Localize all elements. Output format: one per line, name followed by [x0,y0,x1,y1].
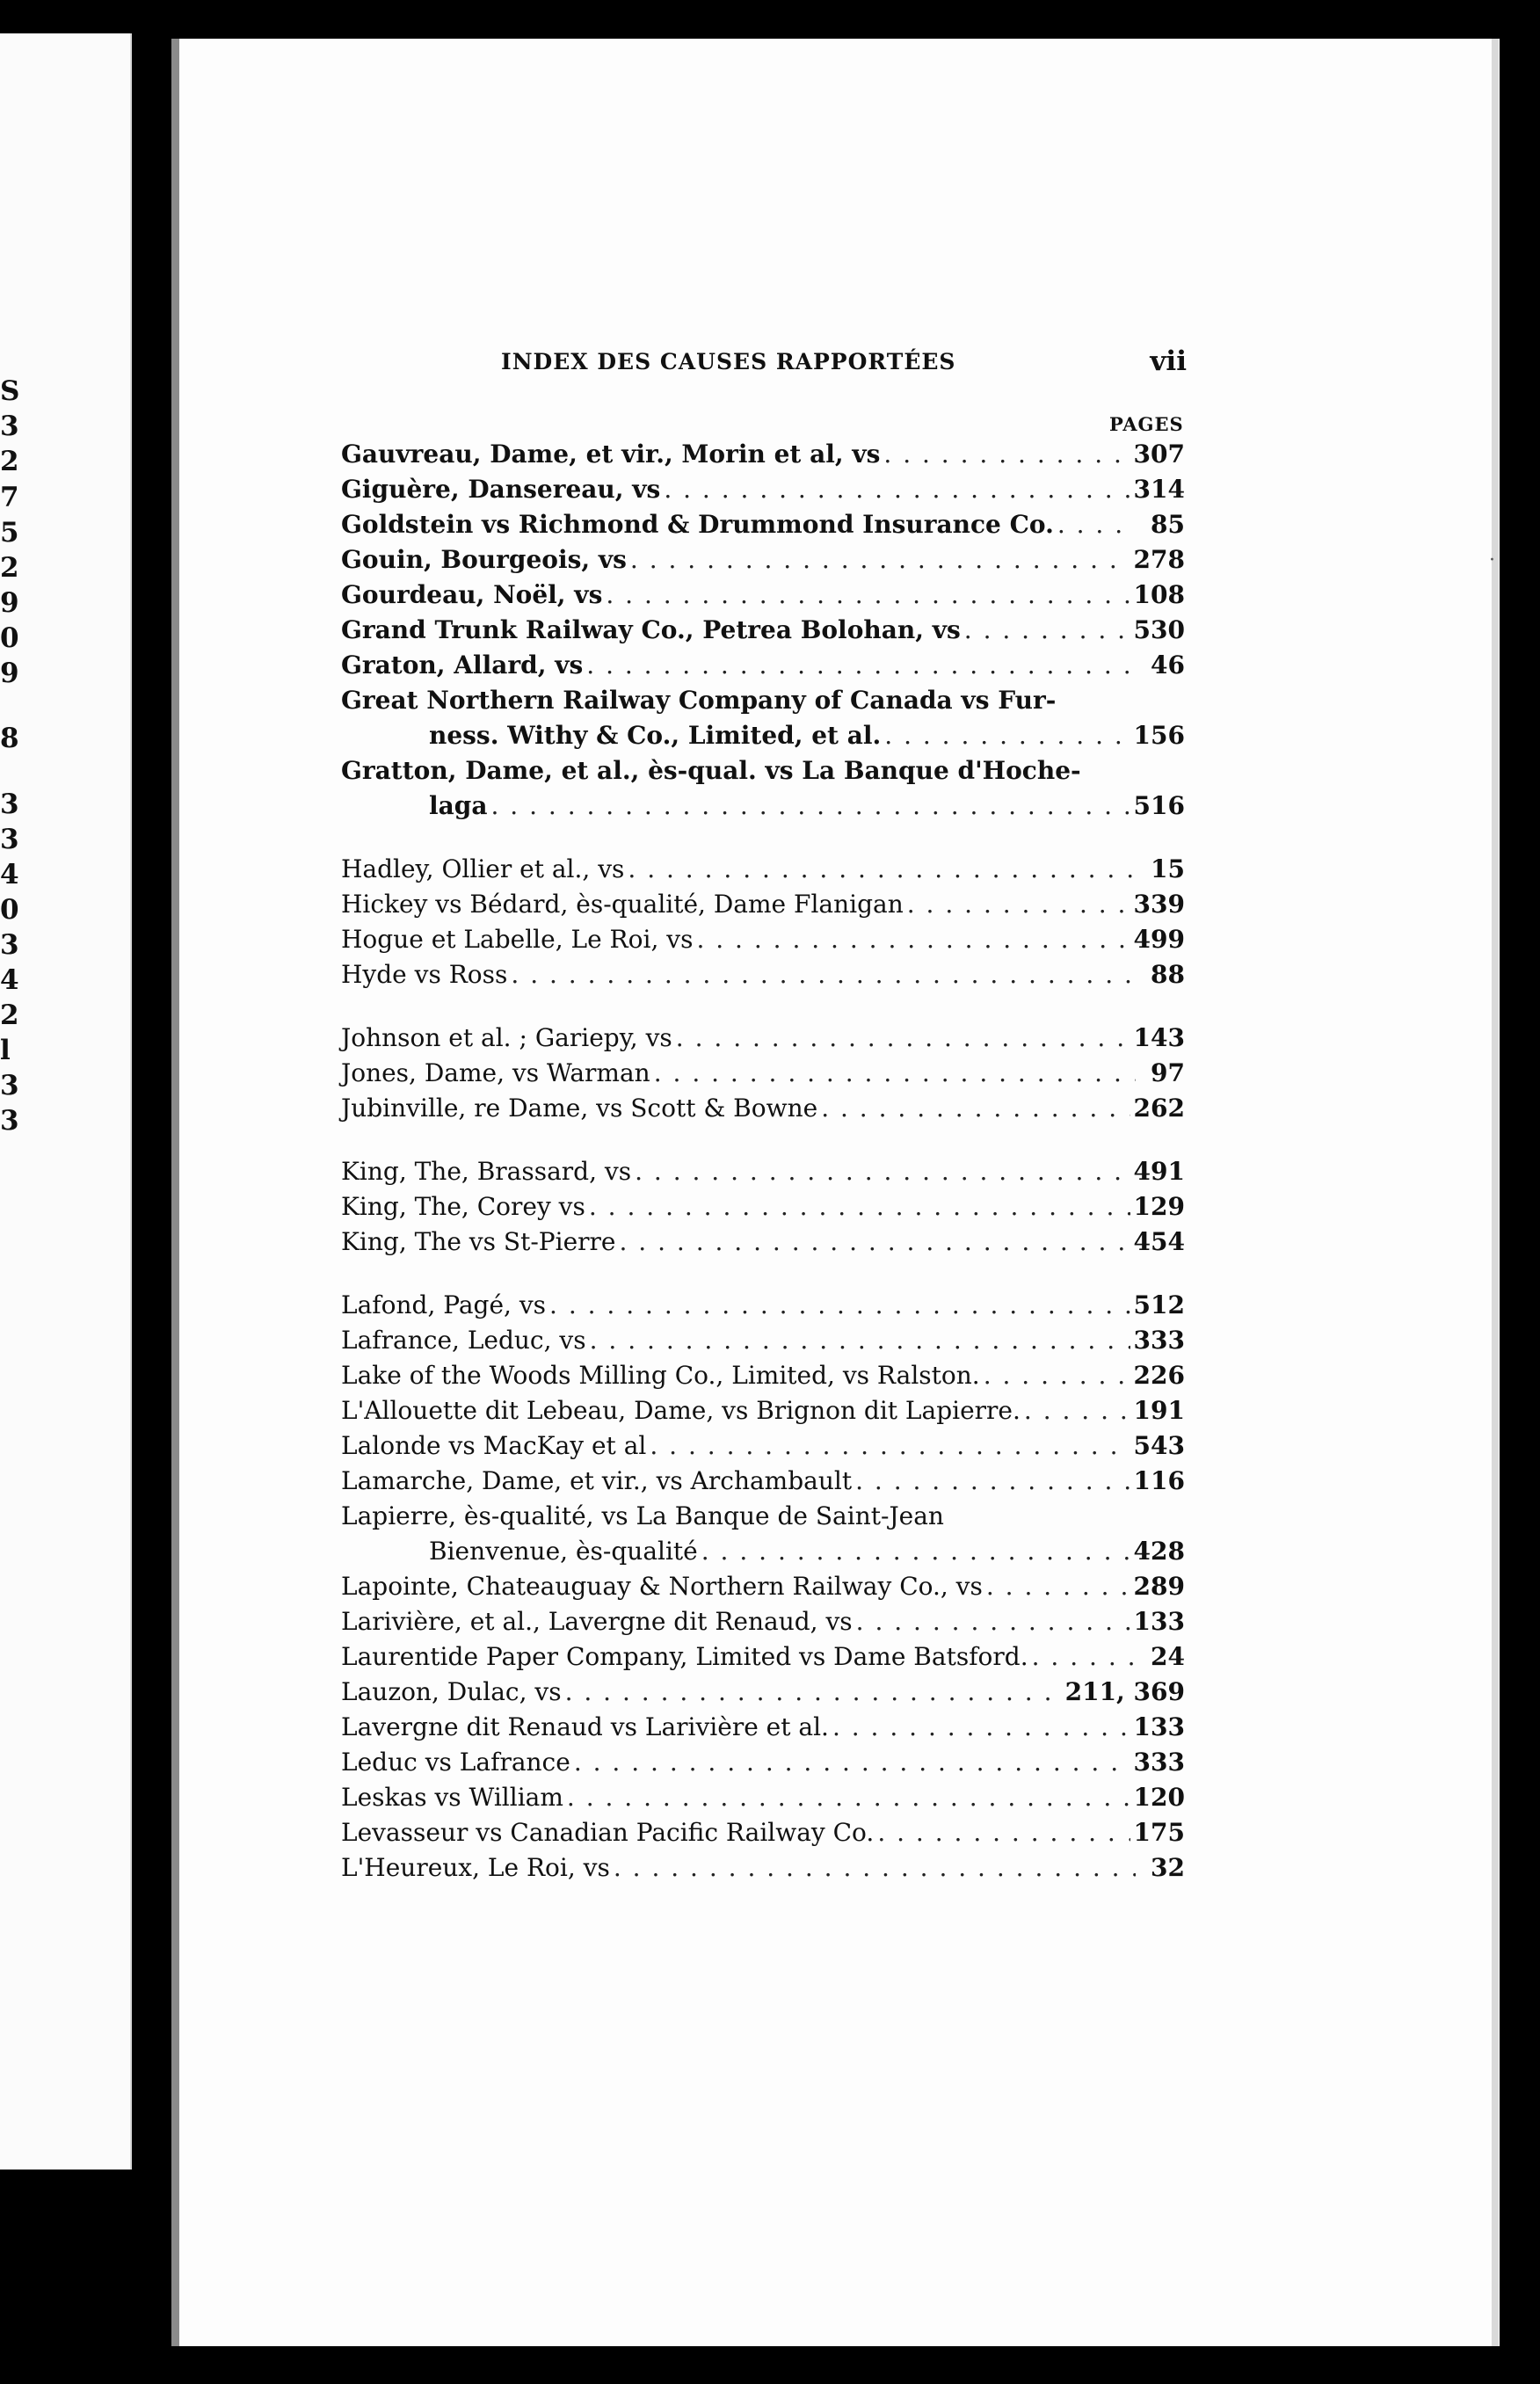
case-name: L'Heureux, Le Roi, vs [341,1853,610,1882]
case-name: Lauzon, Dulac, vs [341,1677,562,1706]
running-head-title: INDEX DES CAUSES RAPPORTÉES [501,349,956,374]
case-name: L'Allouette dit Lebeau, Dame, vs Brignon dit Lapierre. [341,1396,1021,1425]
index-entry [341,437,1185,472]
case-name: Jubinville, re Dame, vs Scott & Bowne [341,1094,818,1123]
leader-dots [964,613,1130,648]
leader-dots [549,1288,1130,1323]
case-name: King, The, Brassard, vs [341,1157,632,1186]
index-entry [341,1056,1185,1091]
previous-page-fragment: 8 [0,723,19,754]
leader-dots [986,1569,1130,1604]
page-reference: 46 [1151,651,1185,680]
previous-page-fragment: 2 [0,999,19,1031]
previous-page-fragment: S [0,375,20,407]
index-entry [341,1154,1185,1189]
leader-dots [586,648,1136,683]
leader-dots [884,718,1130,753]
index-entry [341,472,1185,507]
index-entry [341,922,1185,957]
leader-dots [1032,1639,1136,1675]
leader-dots [654,1056,1136,1091]
index-entry [341,852,1185,887]
previous-page-fragment: 3 [0,411,19,442]
page-reference: 428 [1133,1537,1185,1566]
index-entry [341,753,1185,789]
case-name: Lapierre, ès-qualité, vs La Banque de Saint-Jean [341,1501,944,1530]
page-reference: 314 [1133,475,1185,504]
leader-dots [590,1323,1130,1358]
index-entry [341,789,1185,824]
page-reference: 278 [1133,545,1185,574]
index-entry [341,683,1185,718]
index-entry [341,1675,1185,1710]
leader-dots [628,852,1136,887]
case-name: Hickey vs Bédard, ès-qualité, Dame Flanigan [341,890,904,919]
page-reference: 339 [1133,890,1185,919]
index-entry [341,1534,1185,1569]
index-entry [341,1021,1185,1056]
previous-page-fragment: 5 [0,517,19,549]
leader-dots [650,1428,1130,1464]
index-entry [341,648,1185,683]
case-name: Lalonde vs MacKay et al [341,1431,647,1460]
page-reference: 454 [1133,1227,1185,1256]
leader-dots [664,472,1130,507]
index-entry [341,718,1185,753]
leader-dots [630,542,1130,578]
previous-page-fragment: 4 [0,859,19,890]
index-entry [341,1569,1185,1604]
index-entry [341,578,1185,613]
index-entry [341,1428,1185,1464]
case-name: Hadley, Ollier et al., vs [341,854,625,883]
case-name: Gauvreau, Dame, et vir., Morin et al, vs [341,440,881,469]
page-reference: 133 [1133,1712,1185,1741]
case-name: Hogue et Labelle, Le Roi, vs [341,925,694,954]
leader-dots [620,1225,1130,1260]
page-reference: 88 [1151,960,1185,989]
previous-page-fragment: 0 [0,894,19,926]
page-reference: 156 [1133,721,1185,750]
page-reference: 133 [1133,1607,1185,1636]
case-name: Bienvenue, ès-qualité [429,1537,698,1566]
previous-page-fragment: 3 [0,1070,19,1101]
index-entry [341,1225,1185,1260]
pages-column-label: PAGES [1109,413,1184,435]
index-entry [341,1464,1185,1499]
case-name: King, The vs St-Pierre [341,1227,616,1256]
previous-page-fragment: 2 [0,552,19,584]
index-entry [341,507,1185,542]
page-reference: 307 [1133,440,1185,469]
previous-page-fragment: 7 [0,482,19,513]
previous-page-fragment: 9 [0,587,19,619]
page-reference: 333 [1133,1748,1185,1777]
previous-page-edge [0,33,132,2170]
page-edge-shadow [1492,39,1499,2346]
case-name: Gourdeau, Noël, vs [341,580,603,609]
case-name: Grand Trunk Railway Co., Petrea Bolohan, vs [341,615,961,644]
group-separator [341,1260,1185,1288]
page-reference: 491 [1133,1157,1185,1186]
leader-dots [855,1464,1130,1499]
case-name: Graton, Allard, vs [341,651,584,680]
index-entry [341,1393,1185,1428]
leader-dots [821,1091,1130,1126]
group-separator [341,1126,1185,1154]
leader-dots [907,887,1130,922]
page-reference: 97 [1151,1058,1185,1087]
case-name: Lafond, Pagé, vs [341,1290,547,1319]
index-entry [341,1639,1185,1675]
page-reference: 32 [1151,1853,1185,1882]
case-name: Lake of the Woods Milling Co., Limited, vs Ralston. [341,1361,980,1390]
page-reference: 262 [1133,1094,1185,1123]
case-name: Levasseur vs Canadian Pacific Railway Co. [341,1818,875,1847]
case-name: ness. Withy & Co., Limited, et al. [429,721,882,750]
page-reference: 85 [1151,510,1185,539]
leader-dots [589,1189,1130,1225]
index-entry [341,1780,1185,1815]
group-separator [341,992,1185,1021]
index-entry [341,613,1185,648]
page-reference: 211, 369 [1064,1677,1185,1706]
page-reference: 543 [1133,1431,1185,1460]
previous-page-fragment: 3 [0,929,19,961]
leader-dots [567,1780,1130,1815]
case-name: Goldstein vs Richmond & Drummond Insurance Co. [341,510,1054,539]
page-reference: 116 [1133,1466,1185,1495]
leader-dots [883,437,1130,472]
page-edge-mark: · [1489,549,1495,571]
case-name: Hyde vs Ross [341,960,508,989]
index-entry [341,1604,1185,1639]
running-head [330,345,1187,381]
index-entry [341,1850,1185,1886]
case-name: Laurentide Paper Company, Limited vs Dame Batsford. [341,1642,1028,1671]
previous-page-fragment: 0 [0,622,19,654]
index-entry [341,1745,1185,1780]
previous-page-fragment: 3 [0,1105,19,1137]
leader-dots [1057,507,1136,542]
page-reference: 175 [1133,1818,1185,1847]
page-reference: 24 [1151,1642,1185,1671]
case-index [341,437,1185,1886]
index-entry [341,1288,1185,1323]
group-separator [341,824,1185,852]
index-entry [341,1499,1185,1534]
leader-dots [574,1745,1130,1780]
page-reference: 289 [1133,1572,1185,1601]
previous-page-fragment: 9 [0,658,19,689]
index-entry [341,1710,1185,1745]
leader-dots [606,578,1130,613]
page-reference: 143 [1133,1023,1185,1052]
previous-page-fragment: 2 [0,446,19,477]
case-name: Lapointe, Chateauguay & Northern Railway Co., vs [341,1572,983,1601]
case-name: Larivière, et al., Lavergne dit Renaud, vs [341,1607,853,1636]
case-name: Leskas vs William [341,1783,563,1812]
index-entry [341,542,1185,578]
previous-page-fragment: 3 [0,789,19,820]
case-name: Great Northern Railway Company of Canada vs Fur- [341,686,1057,715]
case-name: Gouin, Bourgeois, vs [341,545,627,574]
index-entry [341,957,1185,992]
page-reference: 108 [1133,580,1185,609]
leader-dots [1024,1393,1130,1428]
page-reference: 191 [1133,1396,1185,1425]
case-name: Giguère, Dansereau, vs [341,475,661,504]
case-name: Lavergne dit Renaud vs Larivière et al. [341,1712,829,1741]
leader-dots [511,957,1136,992]
page-number: vii [1150,345,1187,377]
page-reference: 226 [1133,1361,1185,1390]
previous-page-fragment: 4 [0,964,19,996]
page-reference: 512 [1133,1290,1185,1319]
page-reference: 516 [1133,791,1185,820]
leader-dots [984,1358,1130,1393]
index-entry [341,1091,1185,1126]
case-name: laga [429,791,488,820]
leader-dots [832,1710,1130,1745]
previous-page-fragment: l [0,1035,11,1066]
leader-dots [614,1850,1136,1886]
page-reference: 499 [1133,925,1185,954]
leader-dots [877,1815,1130,1850]
page-reference: 15 [1151,854,1185,883]
index-entry [341,1815,1185,1850]
page-reference: 120 [1133,1783,1185,1812]
leader-dots [491,789,1130,824]
leader-dots [856,1604,1130,1639]
leader-dots [635,1154,1130,1189]
leader-dots [565,1675,1062,1710]
previous-page-fragment: 3 [0,824,19,855]
case-name: King, The, Corey vs [341,1192,585,1221]
case-name: Gratton, Dame, et al., ès-qual. vs La Banque d'Hoche- [341,756,1081,785]
leader-dots [696,922,1130,957]
page-reference: 333 [1133,1326,1185,1355]
case-name: Lafrance, Leduc, vs [341,1326,586,1355]
index-entry [341,887,1185,922]
index-entry [341,1323,1185,1358]
index-entry [341,1358,1185,1393]
page-reference: 530 [1133,615,1185,644]
page-reference: 129 [1133,1192,1185,1221]
case-name: Lamarche, Dame, et vir., vs Archambault [341,1466,853,1495]
index-entry [341,1189,1185,1225]
case-name: Leduc vs Lafrance [341,1748,570,1777]
case-name: Jones, Dame, vs Warman [341,1058,650,1087]
case-name: Johnson et al. ; Gariepy, vs [341,1023,672,1052]
leader-dots [676,1021,1130,1056]
leader-dots [701,1534,1130,1569]
